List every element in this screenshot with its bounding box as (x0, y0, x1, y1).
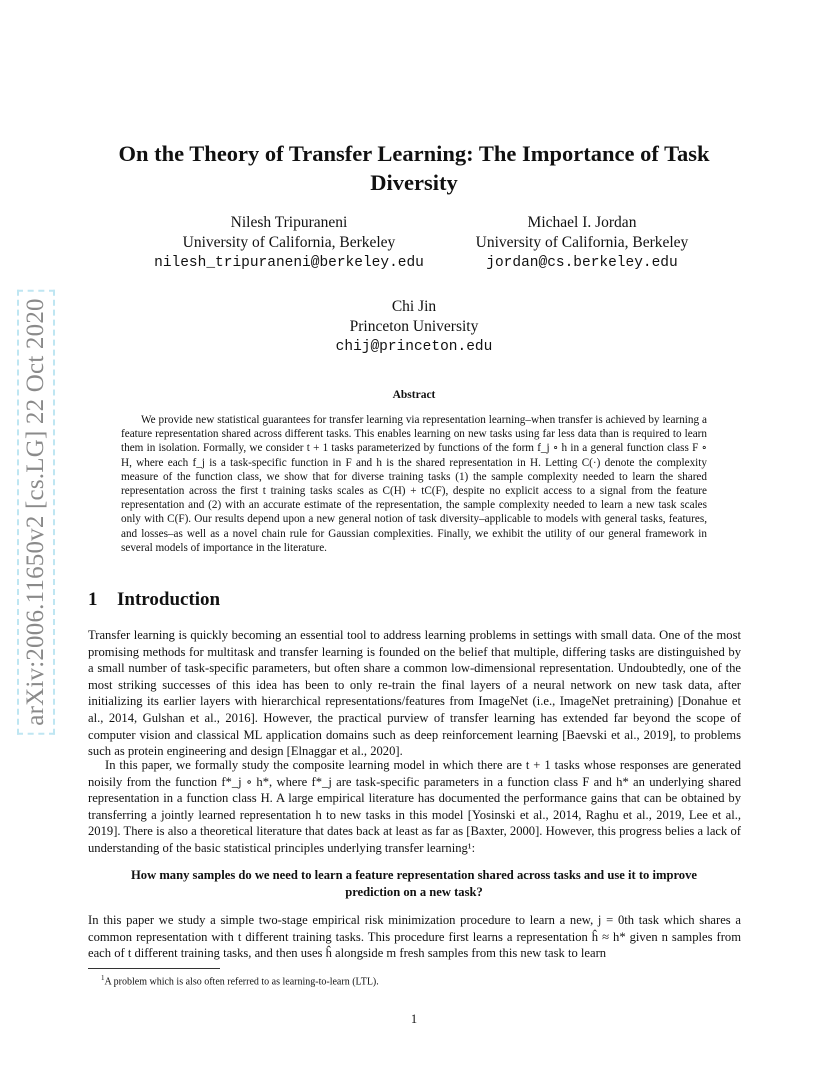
arxiv-id-link[interactable]: arXiv:2006.11650v2 [cs.LG] 22 Oct 2020 (22, 294, 50, 729)
author-affiliation: University of California, Berkeley (475, 234, 689, 251)
author-affiliation: University of California, Berkeley (182, 234, 396, 251)
author-block (134, 213, 444, 273)
author-affiliation: Princeton University (349, 318, 479, 335)
footnote-mark: 1 (101, 974, 105, 982)
section-title: Introduction (117, 589, 221, 610)
page-number: 1 (410, 1012, 418, 1026)
author-email[interactable]: chij@princeton.edu (335, 339, 493, 355)
author-email[interactable]: nilesh_tripuraneni@berkeley.edu (154, 255, 424, 271)
footnote (101, 974, 379, 987)
section-number: 1 (88, 589, 98, 610)
abstract-heading: Abstract (392, 389, 436, 401)
research-question: How many samples do we need to learn a feature representation shared across tasks and use it to improve prediction on a new task? (130, 868, 697, 899)
intro-paragraph-2: In this paper, we formally study the composite learning model in which there are t + 1 tasks whose responses are generated noisily from the function f*_j ∘ h*, where f*_j are task-specific parameters in a function class F and h* an underlying shared representation in a function class H. A large empirical literature has documented the performance gains that can be obtained by transferring a jointly learned representation h to new tasks in this model [Yosinski et al., 2014, Raghu et al., 2019, Lee et al., 2019]. There is also a theoretical literature that dates back at least as far as [Baxter, 2000]. However, this progress belies a lack of understanding of the basic statistical principles underlying transfer learning¹: (88, 758, 741, 855)
arxiv-stamp (20, 258, 52, 766)
paper-title: On the Theory of Transfer Learning: The Importance of Task Diversity (118, 141, 710, 195)
author-block (264, 297, 564, 357)
intro-paragraph-1: Transfer learning is quickly becoming an essential tool to address learning problems in settings with small data. One of the most promising methods for multitask and transfer learning is founded on the belief that multiple, differing tasks are distinguished by a small number of task-specific parameters, but often share a common low-dimensional representation. Undoubtedly, one of the most striking successes of this idea has been to only re-train the final layers of a neural network on new task data, after initializing its earlier layers with hierarchical representations/features from ImageNet (i.e., ImageNet pretraining) [Donahue et al., 2014, Gulshan et al., 2016]. However, the practical purview of transfer learning has extended far beyond the scope of computer vision and classical ML application domains such as deep reinforcement learning [Baevski et al., 2019], to problems such as protein engineering and design [Elnaggar et al., 2020]. (88, 628, 741, 759)
footnote-rule (88, 968, 220, 969)
author-block (458, 213, 706, 273)
author-email[interactable]: jordan@cs.berkeley.edu (486, 255, 678, 271)
abstract-text: We provide new statistical guarantees for transfer learning via representation learning–when transfer is achieved by learning a feature representation shared across different tasks. This enables learning on new tasks using far less data than is required to learn them in isolation. Formally, we consider t + 1 tasks parameterized by functions of the form f_j ∘ h in a general function class F ∘ H, where each f_j is a task-specific function in F and h is the shared representation in H. Letting C(·) denote the complexity measure of the function class, we show that for diverse training tasks (1) the sample complexity needed to learn the shared representation across the first t training tasks scales as C(H) + tC(F), despite no explicit access to a signal from the feature representation and (2) with an accurate estimate of the representation, the sample complexity needed to learn a new task scales only with C(F). Our results depend upon a new general notion of task diversity–applicable to models with general tasks, features, and losses–as well as a novel chain rule for Gaussian complexities. Finally, we exhibit the utility of our general framework in several models of importance in the literature. (121, 414, 707, 554)
author-name: Chi Jin (391, 298, 437, 315)
author-name: Michael I. Jordan (527, 214, 637, 231)
intro-paragraph-3: In this paper we study a simple two-stage empirical risk minimization procedure to learn a new, j = 0th task which shares a common representation with t different training tasks. This procedure first learns a representation ĥ ≈ h* given n samples from each of t different training tasks, and then uses ĥ alongside m fresh samples from this new task to learn (88, 913, 741, 961)
section-heading (88, 589, 220, 611)
author-name: Nilesh Tripuraneni (230, 214, 348, 231)
footnote-text: A problem which is also often referred to as learning-to-learn (LTL). (104, 976, 379, 988)
